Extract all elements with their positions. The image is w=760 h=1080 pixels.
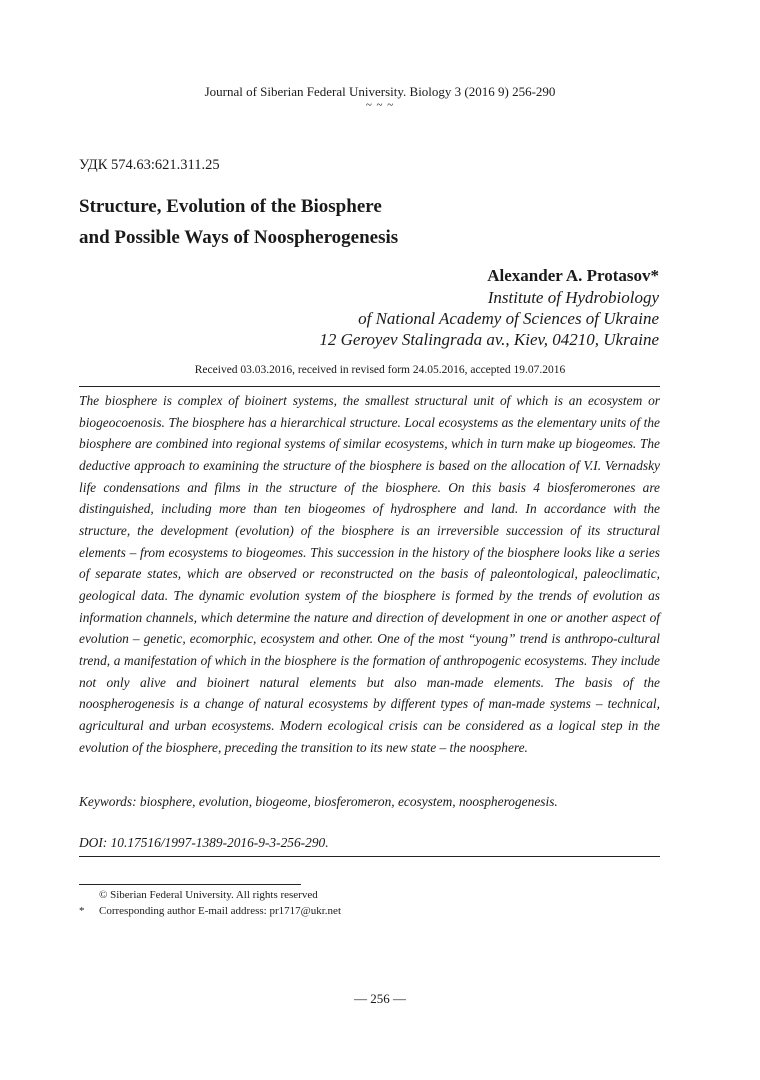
udk-code: УДК 574.63:621.311.25 [79,157,220,173]
footnote-rule [79,884,301,885]
doi: DOI: 10.17516/1997-1389-2016-9-3-256-290. [79,835,329,850]
abstract-bottom-rule [79,856,660,857]
article-title-line-2: and Possible Ways of Noospherogenesis [79,227,399,248]
keywords: Keywords: biosphere, evolution, biogeome, biosferomeron, ecosystem, noospherogenesis. [79,794,558,809]
header-separator: ~ ~ ~ [365,99,395,111]
footnote-corresponding-author: Corresponding author E-mail address: pr1717@ukr.net [99,905,341,917]
author-name: Alexander A. Protasov* [487,266,659,285]
footnote-copyright: © Siberian Federal University. All rights reserved [99,889,318,901]
footnote-star-marker: * [79,905,85,917]
abstract-top-rule [79,386,660,387]
abstract-text: The biosphere is complex of bioinert systems, the smallest structural unit of which is an ecosystem or biogeocoenosis. The biosphere has a hierarchical structure. Local ecosystems as the elementary units of the biosphere are combined into regional systems of similar ecosystems, which in turn make up biogeomes. The deductive approach to examining the structure of the biosphere is based on the allocation of V.I. Vernadsky life condensations and films in the structure of the biosphere. On this basis 4 biosferomerones are distinguished, including more than ten biogeomes of hydrosphere and land. In accordance with the structure, the development (evolution) of the biosphere is an irreversible succession of its structural elements – from ecosystems to biogeomes. This succession in the history of the biosphere looks like a series of separate states, which are observed or reconstructed on the basis of paleontological, paleoclimatic, geological data. The dynamic evolution system of the biosphere is formed by the trends of evolution as information channels, which determine the nature and direction of development in one or another aspect of evolution – genetic, ecomorphic, ecosystem and other. One of the most “young” trend is anthropo-cultural trend, a manifestation of which in the biosphere is the formation of anthropogenic ecosystems. They include not only alive and bioinert natural elements but also man-made elements. The basis of the noospherogenesis is a change of natural ecosystems by different types of man-made systems – technical, agricultural and urban ecosystems. Modern ecological crisis can be considered as a logical step in the evolution of the biosphere, preceding the transition to its new state – the noosphere. [79,393,660,755]
affiliation-line-3: 12 Geroyev Stalingrada av., Kiev, 04210, Ukraine [319,330,659,349]
article-title-line-1: Structure, Evolution of the Biosphere [79,196,382,217]
affiliation-line-2: of National Academy of Sciences of Ukraine [358,309,659,328]
received-dates: Received 03.03.2016, received in revised form 24.05.2016, accepted 19.07.2016 [194,364,566,376]
page-number: — 256 — [354,991,406,1006]
journal-header: Journal of Siberian Federal University. Biology 3 (2016 9) 256-290 [204,84,556,99]
affiliation-line-1: Institute of Hydrobiology [487,288,659,307]
